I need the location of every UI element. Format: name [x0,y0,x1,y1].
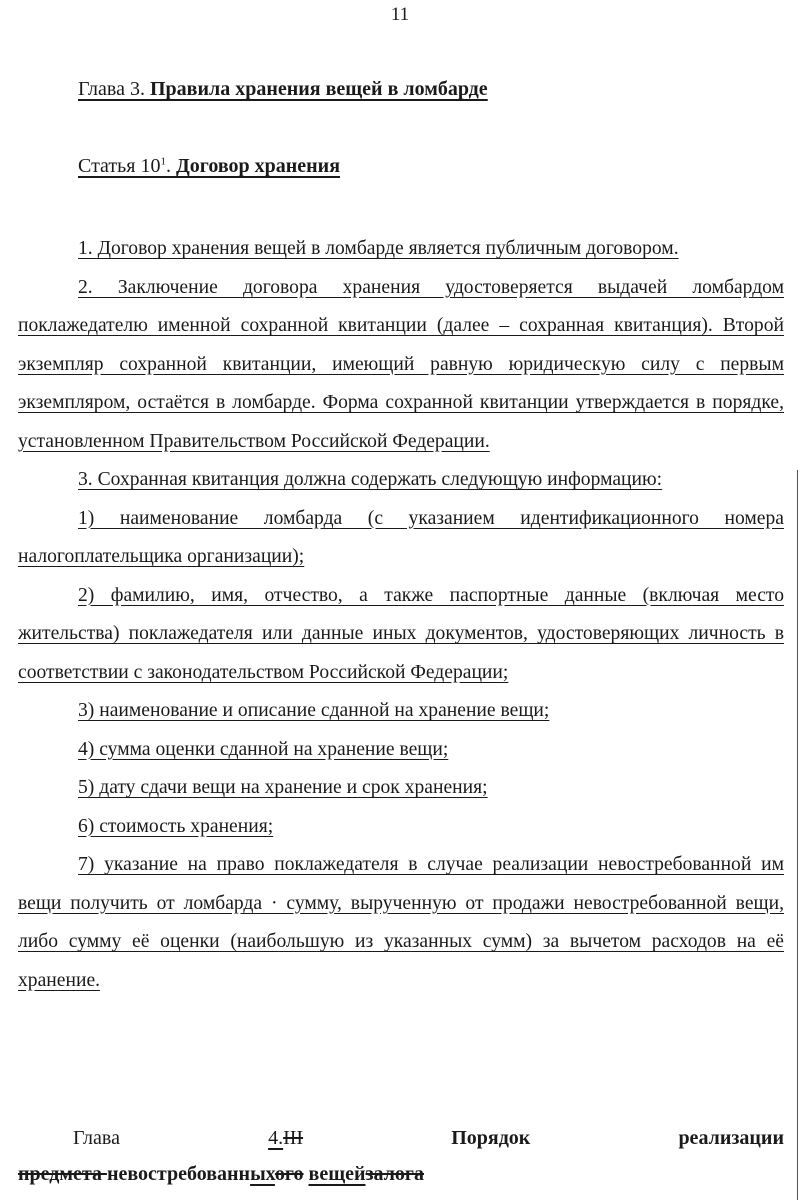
inserted-text-2: вещей [308,1163,366,1185]
chapter-3-title: Правила хранения вещей в ломбарде [149,78,488,100]
list-item-1: 1) наименование ломбарда (с указанием идентификационного номера налогоплательщика организации); [18,507,784,567]
page-number: 11 [390,4,410,25]
chapter-4-number-new: 4. [268,1127,284,1149]
chapter-4-line-2 [18,1156,784,1192]
list-item-7: 7) указание на право поклажедателя в случае реализации невостребованной им вещи получить от ломбарда · сумму, вырученную от продажи невостребованной вещи, либо сумму её оценки (наибольшую из указанных сумм) за вычетом расходов на её хранение. [18,854,784,991]
article-body [18,230,784,1000]
article-superscript: 1 [160,155,166,168]
list-item-5: 5) дату сдачи вещи на хранение и срок хранения; [78,777,488,798]
kept-text-1: невостребованн [106,1163,251,1185]
chapter-4-title-word-2: реализации [678,1127,784,1149]
list-item-4: 4) сумма оценки сданной на хранение вещи; [78,738,449,760]
article-prefix: Статья 10 [78,155,161,177]
chapter-3-prefix: Глава 3. [78,78,150,100]
chapter-4-title-word-1: Порядок [451,1127,531,1149]
deleted-text-2: ого [274,1163,304,1185]
paragraph-3: 3. Сохранная квитанция должна содержать следующую информацию: [78,469,663,490]
article-sep: . [165,155,176,177]
chapter-3-heading [78,78,488,101]
deleted-text-3: залога [365,1163,424,1185]
paragraph-1: 1. Договор хранения вещей в ломбарде является публичным договором. [78,238,679,259]
chapter-4-number [268,1120,303,1156]
deleted-text-1: предмета [18,1163,107,1185]
list-item-6: 6) стоимость хранения; [78,815,274,837]
chapter-4-line-1 [18,1120,784,1156]
scan-page-edge [797,470,798,1200]
article-heading [78,155,340,178]
chapter-4-number-old: III [283,1127,304,1149]
list-item-2: 2) фамилию, имя, отчество, а также паспортные данные (включая место жительства) поклажедателя или данные иных документов, удостоверяющих личность в соответствии с законодательством Российской Федерации; [18,584,784,683]
chapter-4-heading [18,1120,784,1192]
article-title: Договор хранения [175,155,341,177]
inserted-text-1: ых [250,1163,275,1185]
chapter-4-word: Глава [73,1127,120,1149]
list-item-3: 3) наименование и описание сданной на хранение вещи; [78,700,550,721]
paragraph-2: 2. Заключение договора хранения удостоверяется выдачей ломбардом поклажедателю именной сохранной квитанции (далее – сохранная квитанция). Второй экземпляр сохранной квитанции, имеющий равную юридическую силу с первым экземпляром, остаётся в ломбарде. Форма сохранной квитанции утверждается в порядке, установленном Правительством Российской Федерации. [18,276,784,452]
